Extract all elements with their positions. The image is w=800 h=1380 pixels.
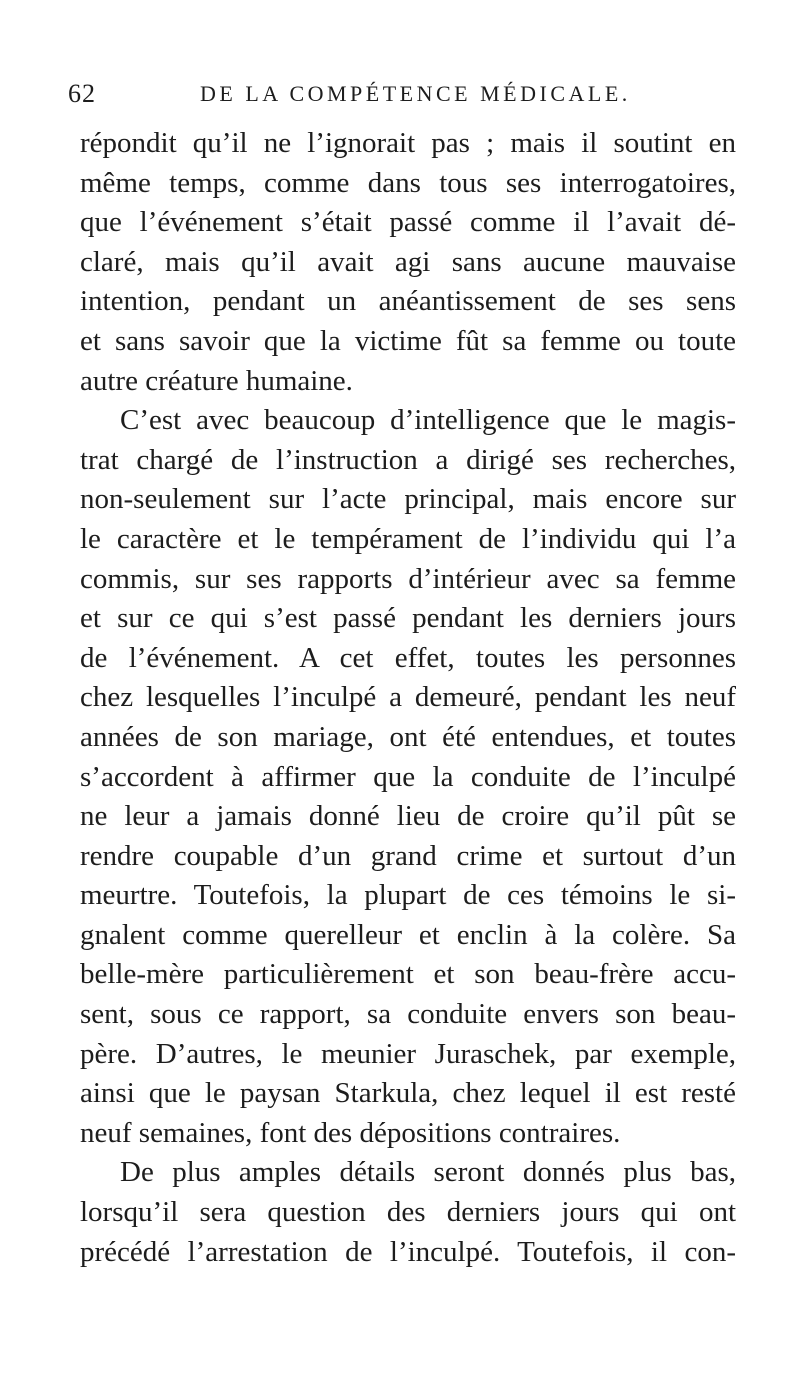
text-line: et sur ce qui s’est passé pendant les derniers jours xyxy=(80,602,736,635)
text-line: années de son mariage, ont été entendues, et toutes xyxy=(80,720,736,753)
text-line: intention, pendant un anéantissement de ses sens xyxy=(80,285,736,318)
text-line: le caractère et le tempérament de l’individu qui l’a xyxy=(80,522,736,555)
text-line: père. D’autres, le meunier Juraschek, par exemple, xyxy=(80,1037,736,1070)
text-line: précédé l’arrestation de l’inculpé. Toutefois, il con- xyxy=(80,1235,736,1268)
text-line: de l’événement. A cet effet, toutes les personnes xyxy=(80,641,736,674)
text-line: rendre coupable d’un grand crime et surtout d’un xyxy=(80,839,736,872)
text-line: C’est avec beaucoup d’intelligence que le magis- xyxy=(120,404,736,437)
text-line: De plus amples détails seront donnés plus bas, xyxy=(120,1156,736,1189)
text-line: commis, sur ses rapports d’intérieur avec sa femme xyxy=(80,562,736,595)
body-text xyxy=(80,124,736,1272)
text-line: non-seulement sur l’acte principal, mais encore sur xyxy=(80,483,736,516)
running-header xyxy=(68,76,736,112)
text-line: neuf semaines, font des dépositions contraires. xyxy=(80,1116,621,1149)
text-line: répondit qu’il ne l’ignorait pas ; mais il soutint en xyxy=(80,127,736,159)
text-line: autre créature humaine. xyxy=(80,364,353,397)
text-line: belle-mère particulièrement et son beau-frère accu- xyxy=(80,958,736,991)
text-line: s’accordent à affirmer que la conduite de l’inculpé xyxy=(80,760,736,793)
text-line: claré, mais qu’il avait agi sans aucune mauvaise xyxy=(80,245,736,278)
text-line: meurtre. Toutefois, la plupart de ces témoins le si- xyxy=(80,879,736,912)
text-line: gnalent comme querelleur et enclin à la colère. Sa xyxy=(80,918,736,951)
text-line: trat chargé de l’instruction a dirigé ses recherches, xyxy=(80,443,736,476)
text-line: et sans savoir que la victime fût sa femme ou toute xyxy=(80,324,736,357)
text-line: ne leur a jamais donné lieu de croire qu’il pût se xyxy=(80,800,736,833)
text-line: même temps, comme dans tous ses interrogatoires, xyxy=(80,166,736,199)
page-number: 62 xyxy=(68,79,96,108)
text-line: lorsqu’il sera question des derniers jours qui ont xyxy=(80,1196,736,1229)
text-line: chez lesquelles l’inculpé a demeuré, pendant les neuf xyxy=(80,681,736,714)
running-title: DE LA COMPÉTENCE MÉDICALE. xyxy=(200,81,631,106)
text-line: sent, sous ce rapport, sa conduite envers son beau- xyxy=(80,998,736,1031)
text-line: que l’événement s’était passé comme il l’avait dé- xyxy=(80,206,736,239)
text-line: ainsi que le paysan Starkula, chez lequel il est resté xyxy=(80,1077,736,1110)
